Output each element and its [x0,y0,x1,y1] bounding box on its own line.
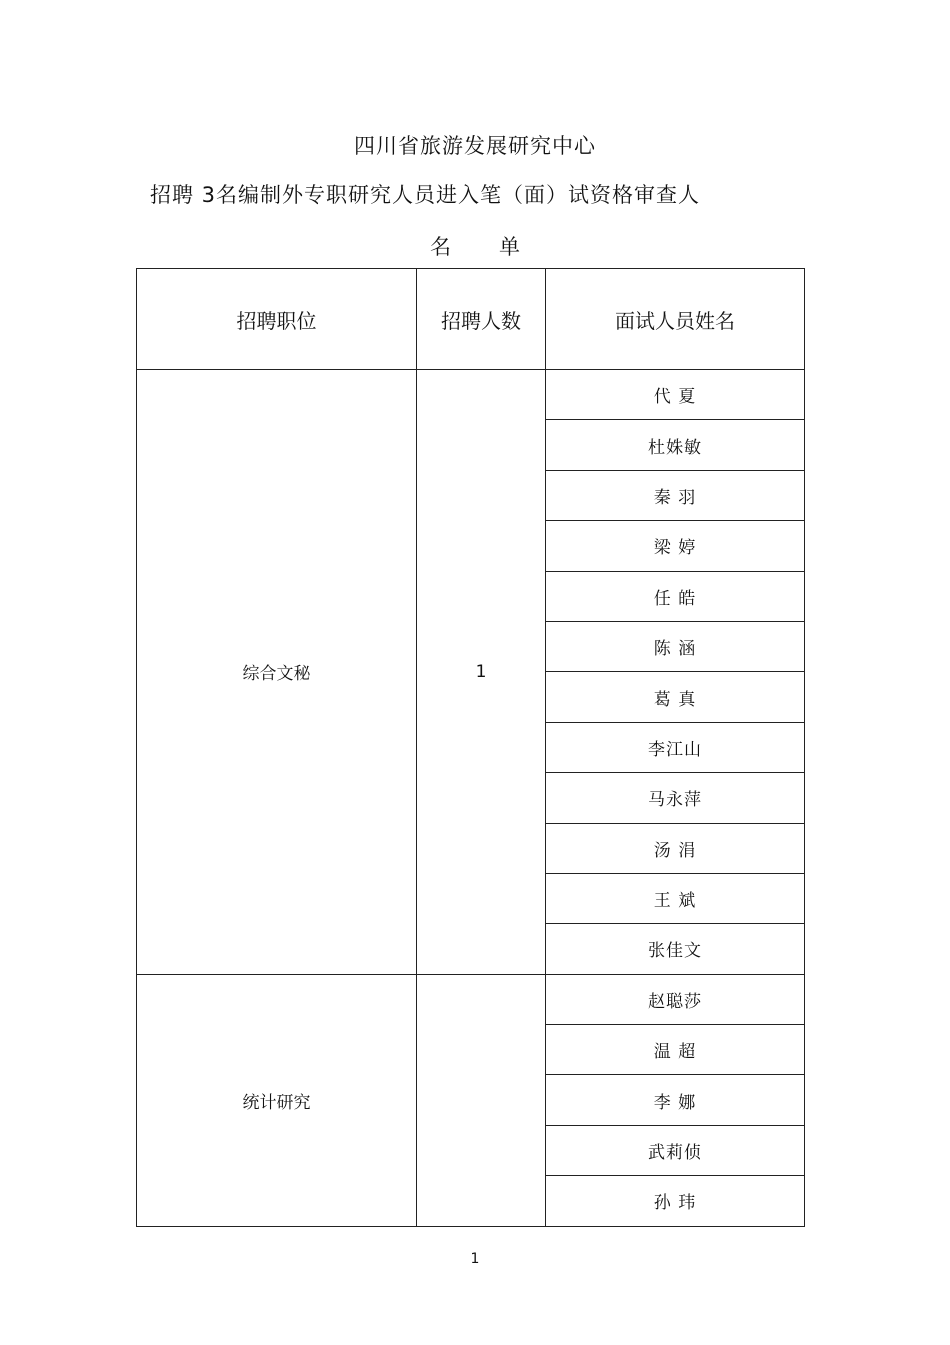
candidate-name-cell: 秦 羽 [546,470,805,520]
header-position: 招聘职位 [137,269,417,370]
candidate-name-cell: 孙 玮 [546,1176,805,1226]
candidate-name-cell: 汤 涓 [546,823,805,873]
count-cell [417,974,546,1226]
candidate-name-cell: 李 娜 [546,1075,805,1125]
header-candidate-names: 面试人员姓名 [546,269,805,370]
position-cell: 统计研究 [137,974,417,1226]
candidate-name-cell: 梁 婷 [546,521,805,571]
candidate-name-cell: 张佳文 [546,924,805,974]
header-count: 招聘人数 [417,269,546,370]
candidate-name-cell: 赵聪莎 [546,974,805,1024]
document-title: 四川省旅游发展研究中心 [354,134,596,158]
candidate-name-cell: 温 超 [546,1025,805,1075]
page-number: 1 [470,1251,480,1267]
candidate-name-cell: 杜姝敏 [546,420,805,470]
document-subtitle: 招聘 3名编制外专职研究人员进入笔（面）试资格审查人 [150,183,701,207]
candidate-name-cell: 马永萍 [546,773,805,823]
candidate-name-cell: 武莉侦 [546,1125,805,1175]
candidate-name-cell: 李江山 [546,722,805,772]
position-cell: 综合文秘 [137,370,417,975]
candidate-name-cell: 代 夏 [546,370,805,420]
candidate-table [136,268,805,1227]
candidate-name-cell: 王 斌 [546,873,805,923]
candidate-name-cell: 葛 真 [546,672,805,722]
table-row [137,974,805,1024]
document-subtitle-continued: 名单 [430,235,568,259]
count-cell: 1 [417,370,546,975]
candidate-name-cell: 任 皓 [546,571,805,621]
table-row [137,370,805,420]
candidate-name-cell: 陈 涵 [546,621,805,671]
table-header-row [137,269,805,370]
